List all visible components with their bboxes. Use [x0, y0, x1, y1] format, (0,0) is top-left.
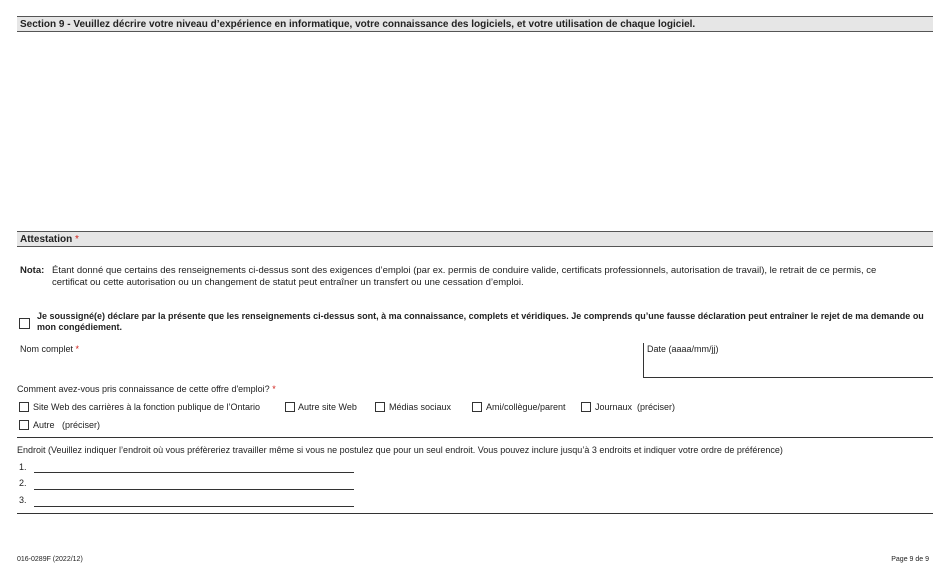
source-newspaper-checkbox[interactable]	[581, 402, 591, 412]
source-other-website-checkbox[interactable]	[285, 402, 295, 412]
full-name-label: Nom complet *	[20, 344, 80, 354]
attestation-header	[17, 231, 933, 247]
section-9-header	[17, 16, 933, 32]
declaration-text: Je soussigné(e) déclare par la présente que les renseignements ci-dessus sont, à ma connaissance, complets et véridiques. Je comprends qu’une fausse déclaration peut entraîner le rejet de ma demande ou mon congédiement.	[37, 311, 924, 332]
source-ops-website-checkbox[interactable]	[19, 402, 29, 412]
section-9-title: Section 9 - Veuillez décrire votre niveau d’expérience en informatique, votre connaissance des logiciels, et votre utilisation de chaque logiciel.	[20, 19, 696, 30]
section-9-textarea[interactable]	[17, 34, 933, 230]
date-bottom-line	[643, 377, 933, 378]
source-ops-website-label: Site Web des carrières à la fonction publique de l’Ontario	[33, 402, 260, 412]
date-input[interactable]	[646, 356, 933, 376]
location-input-2[interactable]	[34, 489, 354, 490]
required-mark: *	[75, 234, 79, 245]
location-bottom-divider	[17, 513, 933, 514]
location-label-1: 1.	[19, 462, 27, 472]
source-other-checkbox[interactable]	[19, 420, 29, 430]
name-date-divider	[643, 343, 644, 377]
source-newspaper-label: Journaux (préciser)	[595, 402, 676, 412]
date-label: Date (aaaa/mm/jj)	[647, 344, 719, 354]
location-label-3: 3.	[19, 495, 27, 505]
source-other-website-label: Autre site Web	[298, 402, 357, 412]
declaration-checkbox[interactable]	[19, 318, 30, 329]
full-name-input[interactable]	[17, 356, 643, 376]
source-friend-checkbox[interactable]	[472, 402, 482, 412]
source-question: Comment avez-vous pris connaissance de cette offre d'emploi? *	[17, 384, 276, 394]
source-bottom-divider	[17, 437, 933, 438]
location-instruction: Endroit (Veuillez indiquer l’endroit où vous préfèreriez travailler même si vous ne postulez que pour un seul endroit. Vous pouvez inclure jusqu’à 3 endroits et indiquer votre ordre de préférence)	[17, 445, 783, 455]
form-code: 016-0289F (2022/12)	[17, 556, 83, 563]
location-input-1[interactable]	[34, 472, 354, 473]
location-input-3[interactable]	[34, 506, 354, 507]
location-label-2: 2.	[19, 478, 27, 488]
note-text: Étant donné que certains des renseignements ci-dessus sont des exigences d’emploi (par ex. permis de conduire valide, certificats professionnels, autorisation de travail), le retrait de ce permis, ce certificat ou cette autorisation ou un changement de statut peut entraîner un transfert ou une cessation d’emploi.	[52, 265, 877, 288]
source-social-media-checkbox[interactable]	[375, 402, 385, 412]
note-label: Nota:	[20, 265, 45, 276]
source-other-label: Autre (préciser)	[33, 420, 101, 430]
source-social-media-label: Médias sociaux	[389, 402, 452, 412]
attestation-title: Attestation	[20, 234, 73, 245]
source-friend-label: Ami/collègue/parent	[486, 402, 566, 412]
page-number: Page 9 de 9	[891, 556, 929, 563]
